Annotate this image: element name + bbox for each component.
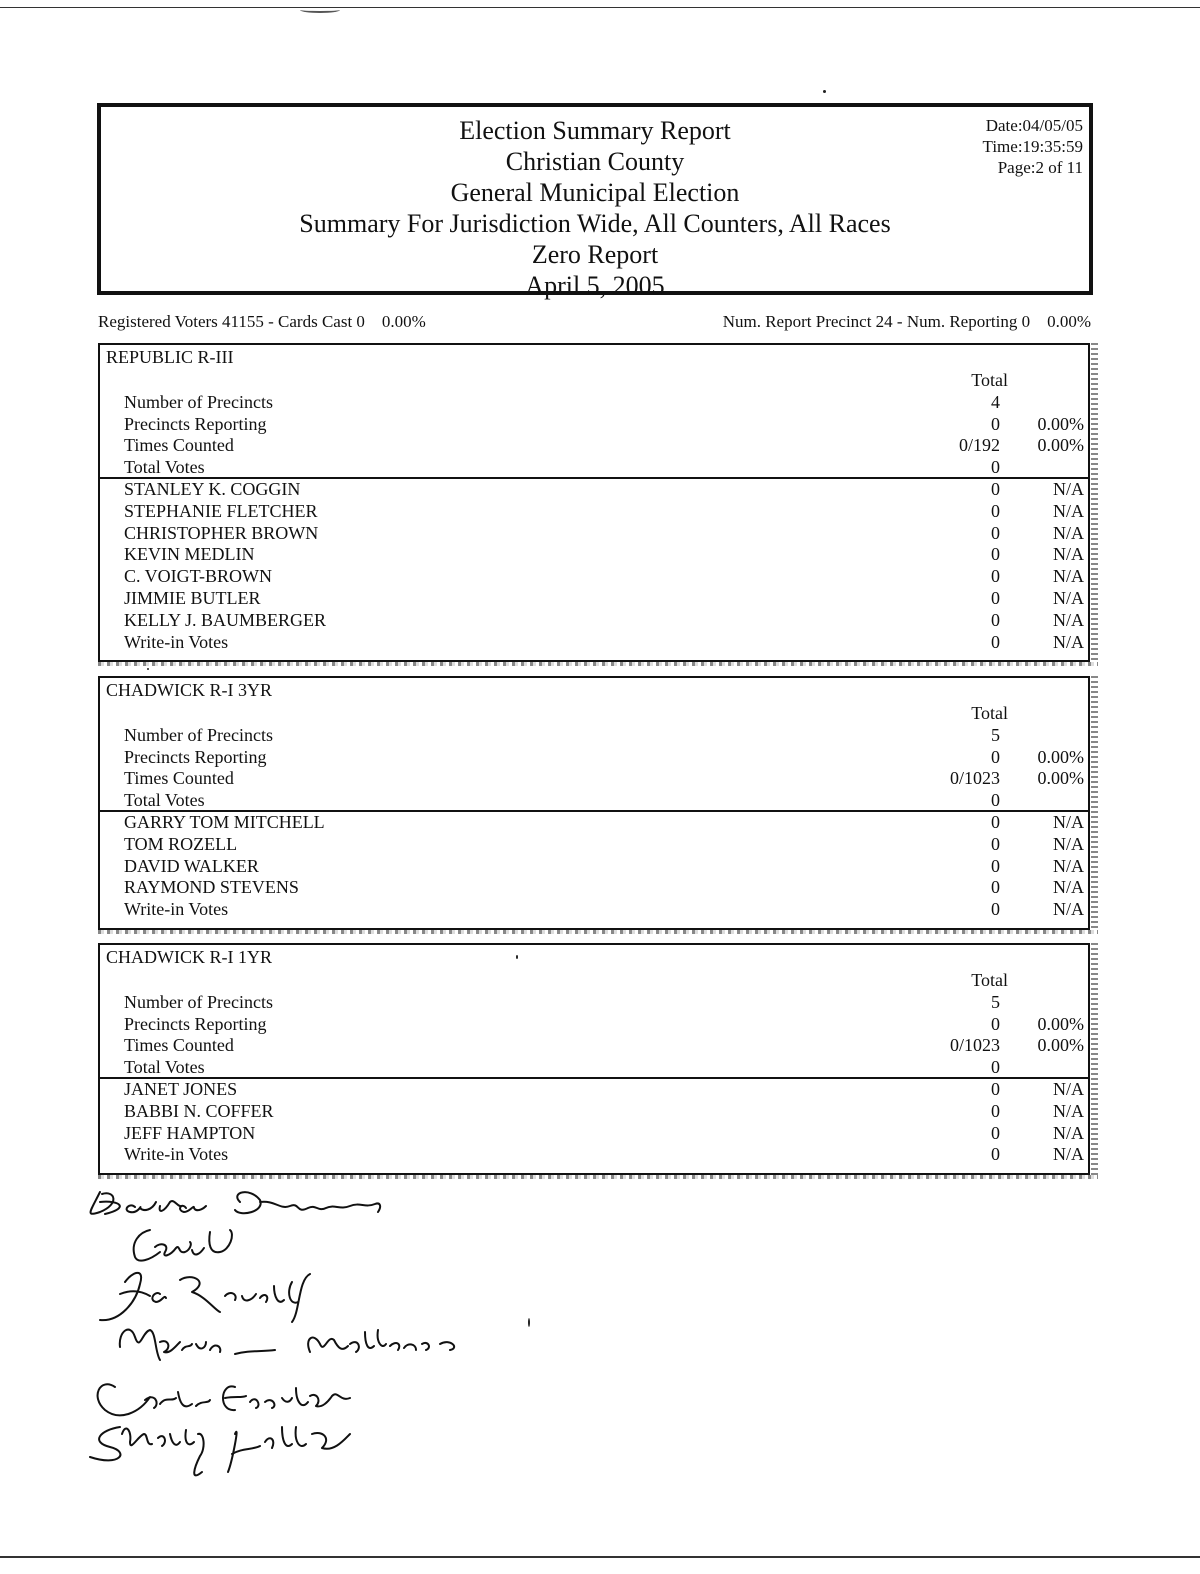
report-title: Election Summary Report: [459, 116, 731, 145]
stat-row-label: Number of Precincts: [124, 391, 273, 412]
candidate-row-label: TOM ROZELL: [124, 833, 238, 854]
signature-block: [60, 1172, 580, 1512]
candidate-row-total: 0: [991, 500, 1000, 521]
county-name: Christian County: [505, 147, 685, 176]
stat-row: [100, 789, 1088, 811]
stat-row-label: Times Counted: [124, 768, 234, 789]
stat-row: [100, 767, 1088, 789]
candidate-row-total: 0: [991, 544, 1000, 565]
candidate-row-label: JEFF HAMPTON: [124, 1122, 256, 1143]
candidate-row-label: BABBI N. COFFER: [124, 1100, 274, 1121]
stat-row-total: 0/1023: [949, 768, 1000, 789]
stat-row-total: 4: [991, 391, 1000, 412]
race-table: [98, 676, 1090, 930]
stat-row-total: 0: [991, 746, 1000, 767]
stat-row-total: 5: [991, 724, 1000, 745]
candidate-row-percent: N/A: [1053, 812, 1084, 832]
signature-stroke: [90, 1427, 350, 1475]
scan-edge-artifact: [1091, 943, 1098, 1175]
report-date: Date:04/05/05: [985, 116, 1083, 135]
candidate-row: [100, 609, 1088, 631]
candidate-row-percent: N/A: [1053, 877, 1084, 898]
candidate-row-total: 0: [991, 631, 1000, 652]
stat-row-label: Precincts Reporting: [124, 1013, 267, 1034]
summary-scope: Summary For Jurisdiction Wide, All Counters, All Races: [299, 209, 891, 238]
candidate-row: [100, 543, 1088, 565]
scan-edge-bottom: [0, 1556, 1200, 1558]
candidate-row-percent: N/A: [1053, 566, 1084, 587]
stat-row: [100, 434, 1088, 456]
signature-stroke: [235, 1192, 380, 1213]
race-table: [98, 943, 1090, 1175]
total-header-row: [100, 369, 1088, 391]
stat-row-percent: 0.00%: [1037, 1013, 1084, 1034]
candidate-row-percent: N/A: [1053, 1122, 1084, 1143]
election-date: April 5, 2005: [525, 271, 665, 300]
candidate-row: [100, 478, 1088, 500]
stat-row-label: Total Votes: [124, 1057, 205, 1078]
candidate-row-total: 0: [991, 1122, 1000, 1143]
report-page: Page:2 of 11: [997, 158, 1083, 177]
candidate-row-label: JANET JONES: [124, 1079, 238, 1099]
candidate-row-label: DAVID WALKER: [124, 855, 259, 876]
race-title: CHADWICK R-I 1YR: [106, 947, 272, 967]
candidate-row: [100, 855, 1088, 877]
stat-row-label: Number of Precincts: [124, 991, 273, 1012]
candidate-row-total: 0: [991, 479, 1000, 499]
candidate-row-label: STANLEY K. COGGIN: [124, 479, 301, 499]
election-name: General Municipal Election: [450, 178, 740, 207]
candidate-row: [100, 500, 1088, 522]
candidate-row-percent: N/A: [1053, 899, 1084, 920]
stat-row-label: Number of Precincts: [124, 724, 273, 745]
stat-row-percent: 0.00%: [1037, 413, 1084, 434]
candidate-row-percent: N/A: [1053, 479, 1084, 499]
candidate-row-total: 0: [991, 566, 1000, 587]
stat-row-label: Times Counted: [124, 435, 234, 456]
candidate-row: [100, 565, 1088, 587]
candidate-row-total: 0: [991, 877, 1000, 898]
candidate-row-label: RAYMOND STEVENS: [124, 877, 299, 898]
candidate-row-total: 0: [991, 609, 1000, 630]
candidate-row-total: 0: [991, 1100, 1000, 1121]
candidate-row-percent: N/A: [1053, 544, 1084, 565]
candidate-row: [100, 833, 1088, 855]
stat-row-label: Times Counted: [124, 1035, 234, 1056]
stat-row-label: Total Votes: [124, 790, 205, 811]
scan-edge-artifact: [1091, 676, 1098, 930]
candidate-row: [100, 1100, 1088, 1122]
signature-stroke: [98, 1384, 350, 1415]
stat-row: [100, 391, 1088, 413]
stat-row-label: Precincts Reporting: [124, 413, 267, 434]
candidate-row: [100, 1078, 1088, 1100]
candidate-row-total: 0: [991, 899, 1000, 920]
candidate-row-total: 0: [991, 855, 1000, 876]
candidate-row-percent: N/A: [1053, 1079, 1084, 1099]
stat-row-percent: 0.00%: [1037, 435, 1084, 456]
candidate-row: [100, 811, 1088, 833]
stat-row-total: 0/192: [958, 435, 1000, 456]
candidate-row-percent: N/A: [1053, 1144, 1084, 1165]
signature-stroke: [100, 1273, 310, 1322]
stat-row: [100, 1056, 1088, 1078]
stat-row-total: 0: [991, 457, 1000, 478]
candidate-row-total: 0: [991, 588, 1000, 608]
candidate-row-label: KELLY J. BAUMBERGER: [124, 609, 327, 630]
candidate-row-label: Write-in Votes: [124, 899, 229, 920]
candidate-row-label: GARRY TOM MITCHELL: [124, 812, 325, 832]
candidate-row-total: 0: [991, 833, 1000, 854]
candidate-row-percent: N/A: [1053, 522, 1084, 543]
scan-edge-artifact: [98, 930, 1098, 934]
stat-row-label: Total Votes: [124, 457, 205, 478]
scan-speck: [147, 668, 149, 670]
candidate-row: [100, 1122, 1088, 1144]
stat-row-label: Precincts Reporting: [124, 746, 267, 767]
report-title-block: [101, 115, 1089, 301]
candidate-row-label: JIMMIE BUTLER: [124, 588, 261, 608]
candidate-row-percent: N/A: [1053, 588, 1084, 608]
candidate-row-percent: N/A: [1053, 500, 1084, 521]
registered-voters-summary: Registered Voters 41155 - Cards Cast 0 0.00%: [98, 312, 426, 331]
candidate-row-percent: N/A: [1053, 833, 1084, 854]
stat-row: [100, 1013, 1088, 1035]
candidate-row: [100, 876, 1088, 898]
stat-row-total: 5: [991, 991, 1000, 1012]
stat-row-total: 0: [991, 790, 1000, 811]
candidate-row: [100, 522, 1088, 544]
total-header-row: [100, 702, 1088, 724]
report-header: [97, 103, 1093, 300]
stat-row-total: 0: [991, 1013, 1000, 1034]
stat-row: [100, 1034, 1088, 1056]
stat-row-percent: 0.00%: [1037, 746, 1084, 767]
candidate-row-percent: N/A: [1053, 609, 1084, 630]
candidate-row-percent: N/A: [1053, 855, 1084, 876]
scan-mark: [300, 7, 340, 13]
scan-edge-artifact: [98, 662, 1098, 666]
total-column-header: Total: [971, 703, 1008, 723]
candidate-row-label: STEPHANIE FLETCHER: [124, 500, 318, 521]
race-title: REPUBLIC R-III: [106, 347, 234, 367]
race-title: CHADWICK R-I 3YR: [106, 680, 272, 700]
handwritten-signatures: [60, 1172, 580, 1512]
total-column-header: Total: [971, 970, 1008, 990]
scan-edge-artifact: [1091, 343, 1098, 662]
report-time: Time:19:35:59: [982, 137, 1083, 156]
candidate-row-percent: N/A: [1053, 1100, 1084, 1121]
precinct-reporting-summary: Num. Report Precinct 24 - Num. Reporting 0 0.00%: [722, 312, 1091, 331]
candidate-row-total: 0: [991, 1079, 1000, 1099]
scan-edge-top: [0, 7, 1200, 8]
candidate-row-total: 0: [991, 1144, 1000, 1165]
stat-row: [100, 724, 1088, 746]
candidate-row: [100, 898, 1088, 920]
candidate-row-total: 0: [991, 522, 1000, 543]
candidate-row-label: KEVIN MEDLIN: [124, 544, 255, 565]
stat-row: [100, 746, 1088, 768]
stat-row-percent: 0.00%: [1037, 768, 1084, 789]
stat-row-percent: 0.00%: [1037, 1035, 1084, 1056]
candidate-row-label: C. VOIGT-BROWN: [124, 566, 273, 587]
total-column-header: Total: [971, 370, 1008, 390]
scan-speck: [823, 90, 826, 93]
stat-row: [100, 991, 1088, 1013]
candidate-row-label: Write-in Votes: [124, 631, 229, 652]
candidate-row-label: Write-in Votes: [124, 1144, 229, 1165]
stat-row-total: 0: [991, 413, 1000, 434]
stat-row: [100, 456, 1088, 478]
signature-stroke: [134, 1230, 232, 1261]
candidate-row-label: CHRISTOPHER BROWN: [124, 522, 319, 543]
total-header-row: [100, 969, 1088, 991]
candidate-row: [100, 587, 1088, 609]
candidate-row-total: 0: [991, 812, 1000, 832]
candidate-row-percent: N/A: [1053, 631, 1084, 652]
report-meta: [983, 115, 1083, 178]
signature-stroke: [120, 1330, 454, 1360]
stat-row: [100, 413, 1088, 435]
stat-row-total: 0/1023: [949, 1035, 1000, 1056]
report-type: Zero Report: [531, 240, 659, 269]
candidate-row: [100, 631, 1088, 653]
candidate-row: [100, 1143, 1088, 1165]
race-table: [98, 343, 1090, 662]
stat-row-total: 0: [991, 1057, 1000, 1078]
signature-stroke: [91, 1192, 206, 1214]
